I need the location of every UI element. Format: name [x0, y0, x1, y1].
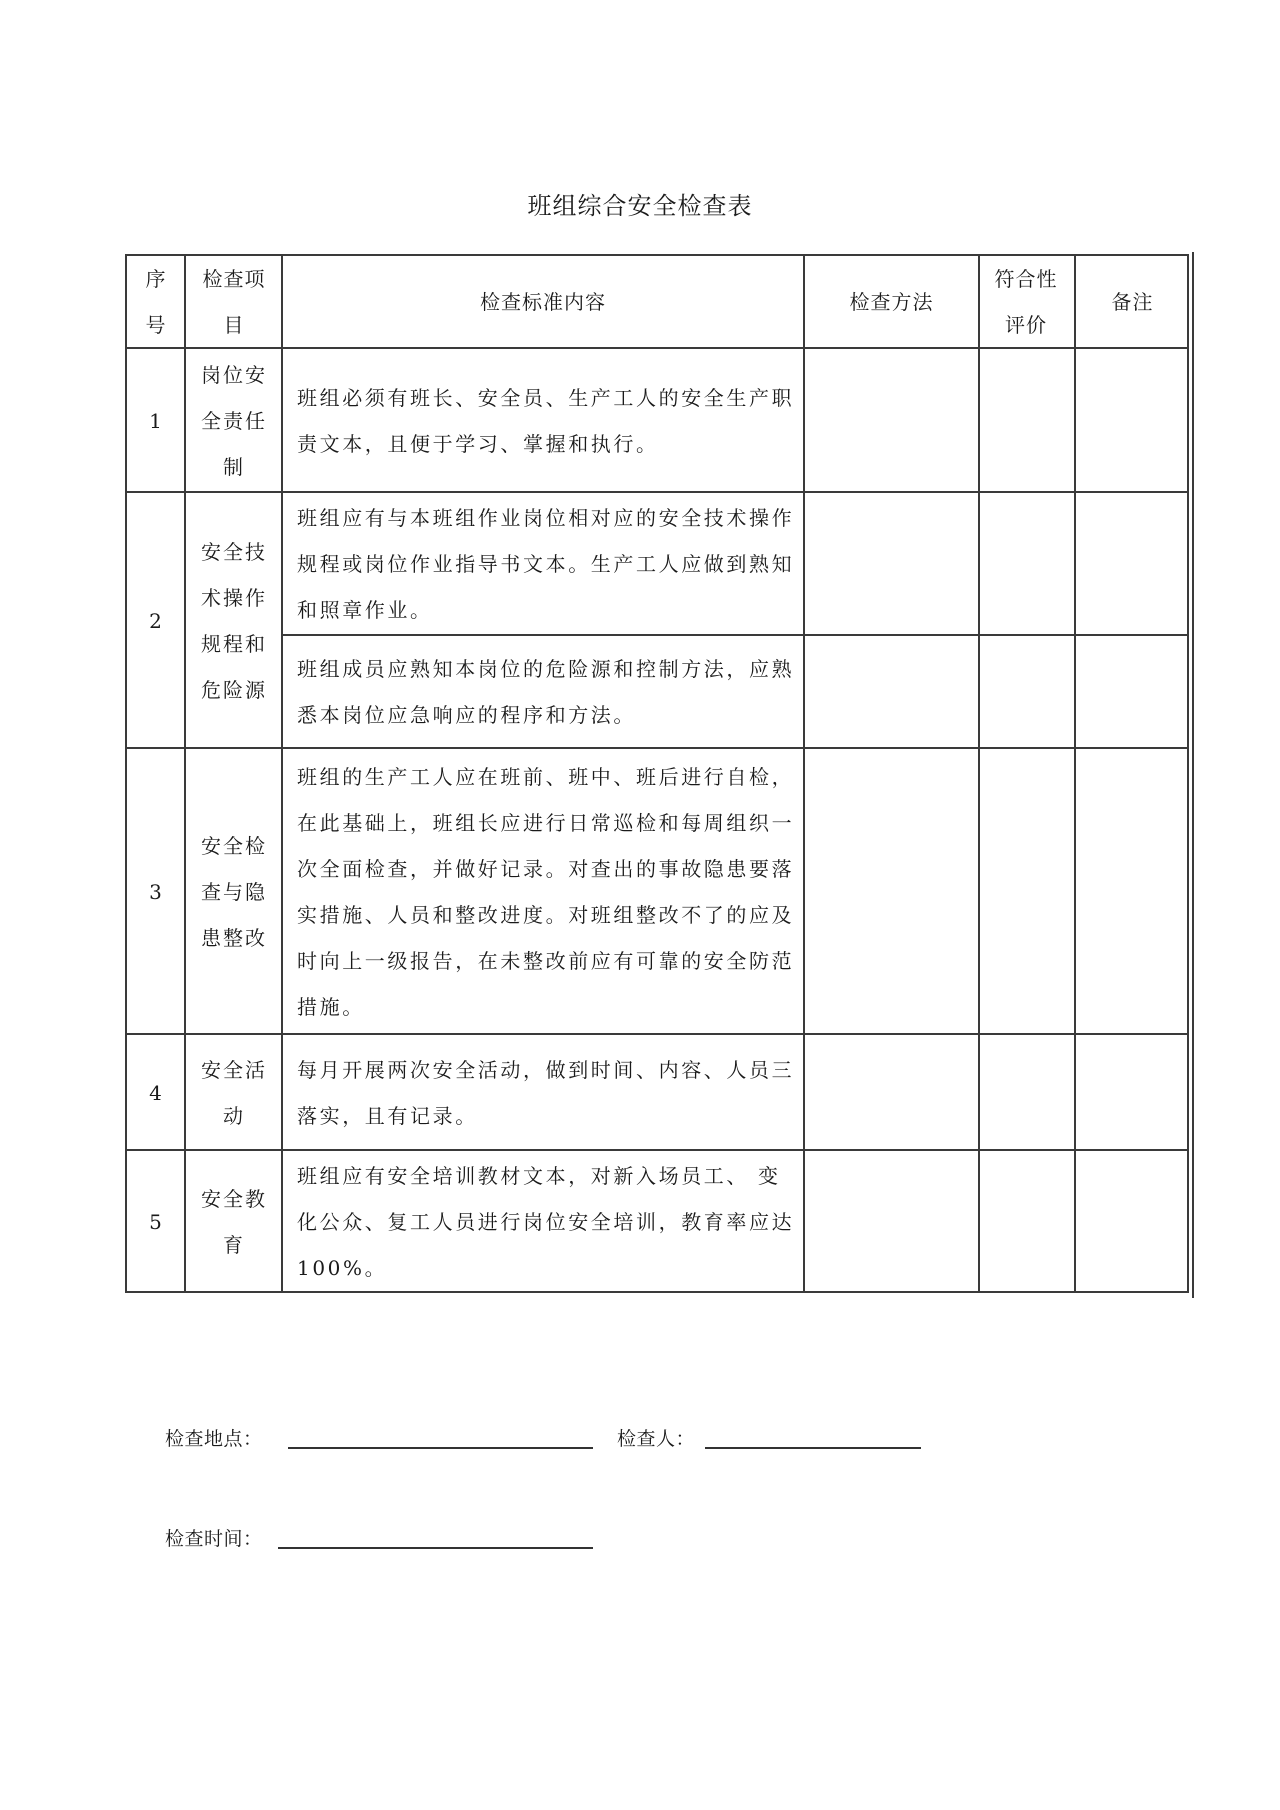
header-method-label: 检查方法 [849, 290, 934, 314]
row-item-value: 安全检查与隐患整改 [201, 833, 267, 950]
header-compliance-label: 符合性评价 [994, 267, 1058, 337]
header-item [200, 256, 268, 348]
row-remarks-input[interactable] [1076, 1151, 1189, 1293]
row-method-input[interactable] [805, 493, 978, 635]
row-item-value: 安全活动 [201, 1057, 267, 1128]
header-seq-label: 序号 [145, 267, 167, 337]
row-compliance-input[interactable] [980, 493, 1074, 635]
row-seq [127, 1151, 184, 1293]
row-method-input[interactable] [805, 636, 978, 748]
time-label: 检查时间： [165, 1528, 263, 1550]
row-standard-text: 班组应有安全培训教材文本，对新入场员工、 变化公众、复工人员进行岗位安全培训，教育率应达100%。 [297, 1164, 795, 1280]
time-field[interactable] [278, 1547, 593, 1549]
row-seq [127, 493, 184, 748]
row-item-value: 安全技术操作规程和危险源 [201, 539, 267, 702]
row-standard-text: 班组应有与本班组作业岗位相对应的安全技术操作规程或岗位作业指导书文本。生产工人应做到熟知和照章作业。 [297, 506, 795, 622]
row-remarks-input[interactable] [1076, 749, 1189, 1034]
table-right-double-border [1192, 252, 1194, 1298]
row-standard [283, 636, 803, 748]
row-remarks-input[interactable] [1076, 636, 1189, 748]
inspector-label: 检查人： [617, 1428, 696, 1450]
row-standard [283, 349, 803, 492]
row-seq-value: 5 [149, 1210, 162, 1234]
row-standard [283, 749, 803, 1034]
row-seq-value: 3 [149, 879, 162, 904]
row-standard-text: 每月开展两次安全活动，做到时间、内容、人员三落实，且有记录。 [297, 1057, 795, 1128]
row-standard-text: 班组必须有班长、安全员、生产工人的安全生产职责文本，且便于学习、掌握和执行。 [297, 385, 795, 456]
row-item [194, 493, 274, 748]
row-seq-value: 2 [149, 608, 162, 633]
row-method-input[interactable] [805, 749, 978, 1034]
row-seq-value: 1 [149, 408, 162, 433]
header-method [805, 256, 978, 348]
row-remarks-input[interactable] [1076, 493, 1189, 635]
row-seq-value: 4 [149, 1080, 162, 1105]
row-compliance-input[interactable] [980, 349, 1074, 492]
row-standard [283, 1151, 803, 1293]
row-method-input[interactable] [805, 1151, 978, 1293]
location-field[interactable] [288, 1447, 593, 1449]
header-remarks [1076, 256, 1189, 348]
header-compliance [988, 256, 1064, 348]
row-seq [127, 349, 184, 492]
row-remarks-input[interactable] [1076, 1035, 1189, 1150]
row-compliance-input[interactable] [980, 636, 1074, 748]
row-item-value: 安全教育 [201, 1187, 267, 1257]
row-standard [283, 1035, 803, 1150]
header-standard [283, 256, 803, 348]
row-seq [127, 749, 184, 1034]
row-item [194, 1151, 274, 1293]
inspector-field[interactable] [705, 1447, 921, 1449]
row-compliance-input[interactable] [980, 1035, 1074, 1150]
row-seq [127, 1035, 184, 1150]
col-divider [184, 254, 186, 1293]
page-title: 班组综合安全检查表 [527, 192, 753, 220]
row-standard-text: 班组的生产工人应在班前、班中、班后进行自检，在此基础上，班组长应进行日常巡检和每周组织一次全面检查，并做好记录。对查出的事故隐患要落实措施、人员和整改进度。对班组整改不了的应及时向上一级报告，在未整改前应有可靠的安全防范措施。 [297, 764, 795, 1019]
row-item [194, 349, 274, 492]
row-standard [283, 493, 803, 635]
row-standard-text: 班组成员应熟知本岗位的危险源和控制方法，应熟悉本岗位应急响应的程序和方法。 [297, 657, 795, 727]
header-standard-label: 检查标准内容 [480, 290, 606, 314]
header-item-label: 检查项目 [202, 267, 266, 337]
row-remarks-input[interactable] [1076, 349, 1189, 492]
header-seq [136, 256, 176, 348]
row-item [194, 1035, 274, 1150]
row-method-input[interactable] [805, 1035, 978, 1150]
location-label: 检查地点： [165, 1428, 263, 1450]
row-compliance-input[interactable] [980, 1151, 1074, 1293]
row-item [194, 749, 274, 1034]
header-remarks-label: 备注 [1111, 290, 1154, 314]
row-method-input[interactable] [805, 349, 978, 492]
row-compliance-input[interactable] [980, 749, 1074, 1034]
row-item-value: 岗位安全责任制 [201, 362, 267, 479]
